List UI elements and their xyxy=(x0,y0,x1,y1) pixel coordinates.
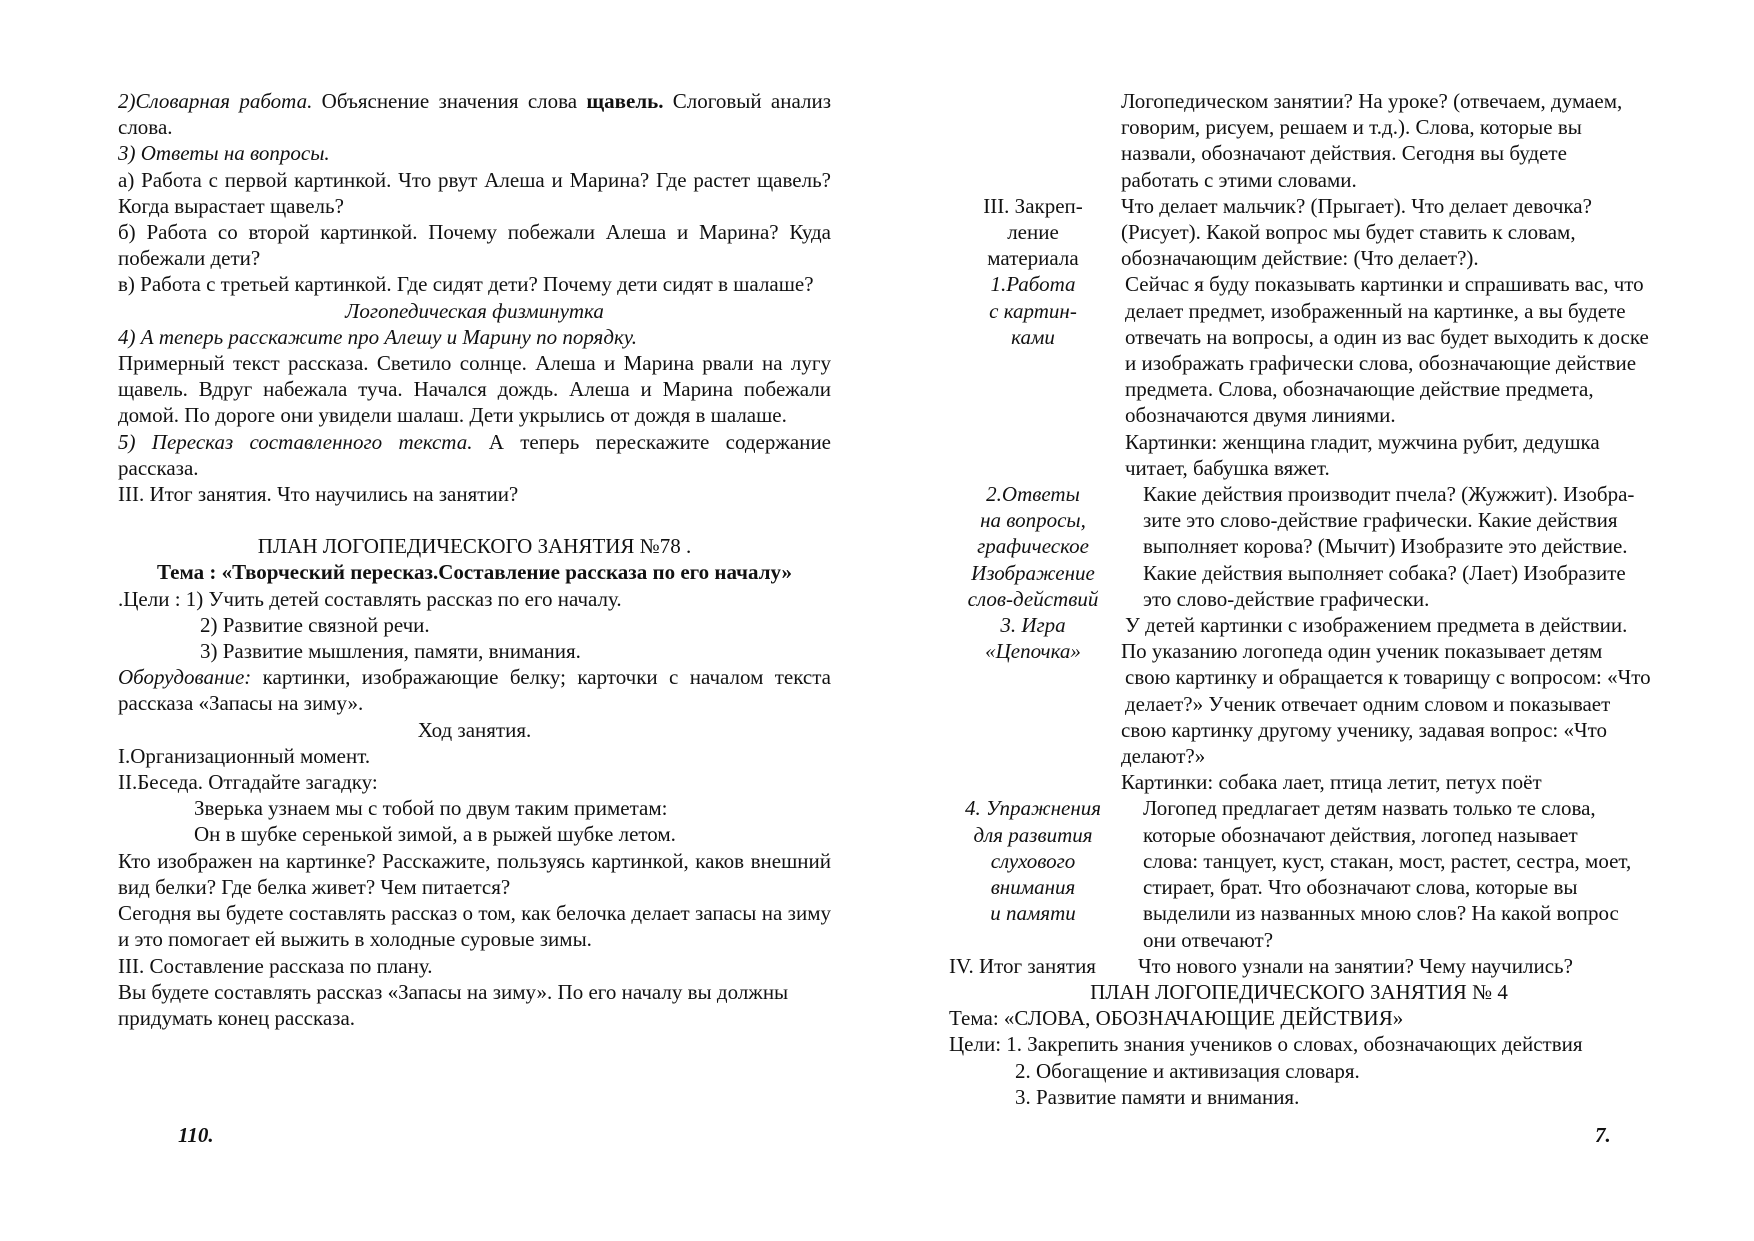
section-line: делает предмет, изображенный на картинке, а вы будете xyxy=(1125,298,1626,323)
section-label xyxy=(949,481,1117,612)
label-line: и памяти xyxy=(990,901,1076,926)
section-line: Какие действия производит пчела? (Жужжит). Изобра- xyxy=(1143,482,1635,507)
label-line: «Цепочка» xyxy=(985,639,1081,664)
left-column xyxy=(118,88,831,1031)
section-line: они отвечают? xyxy=(1143,927,1274,952)
section-text xyxy=(1121,612,1689,795)
section-label xyxy=(949,612,1117,664)
section-line: отвечать на вопросы, а один из вас будет выходить к доске xyxy=(1125,324,1649,349)
picture-two-paragraph: б) Работа со второй картинкой. Почему побежали Алеша и Марина? Куда побежали дети? xyxy=(118,220,831,271)
label-line: ление xyxy=(1007,220,1059,245)
questions-paragraph: Кто изображен на картинке? Расскажите, пользуясь картинкой, каков внешний вид белки? Где белка живет? Чем питается? xyxy=(118,848,831,899)
label-line: 4. Упражнения xyxy=(965,796,1101,821)
retell-text: А теперь перескажите содержание рассказа. xyxy=(118,429,831,480)
section-line: Картинки: собака лает, птица летит, петух поёт xyxy=(1121,770,1542,795)
retell-order-heading: 4) А теперь расскажите про Алешу и Марину по порядку. xyxy=(118,324,638,349)
section-text xyxy=(1121,271,1689,481)
section-label xyxy=(949,271,1117,350)
section-line: это слово-действие графически. xyxy=(1143,586,1430,611)
equipment-text: картинки, изображающие белку; карточки с началом текста рассказа «Запасы на зиму». xyxy=(118,665,831,716)
section-picture-work xyxy=(949,271,1689,481)
plan-4-goal-1: Цели: 1. Закрепить знания учеников о словах, обозначающих действия xyxy=(949,1032,1583,1057)
vocabulary-work-heading: 2)Словарная работа. xyxy=(118,89,313,113)
intro-line: назвали, обозначают действия. Сегодня вы будете xyxy=(1121,141,1567,166)
section-line: делает?» Ученик отвечает одним словом и показывает xyxy=(1125,691,1611,716)
section-line: Какие действия выполняет собака? (Лает) Изобразите xyxy=(1143,560,1626,585)
page-number-right: 7. xyxy=(1595,1123,1611,1147)
section-line: Что делает мальчик? (Прыгает). Что делает девочка? xyxy=(1121,193,1592,218)
section-chain-game xyxy=(949,612,1689,795)
section-line: обозначающим действие: (Что делает?). xyxy=(1121,246,1479,271)
keyword-schavel: щавель. xyxy=(586,89,664,113)
section-answers-graphic xyxy=(949,481,1689,612)
section-consolidation xyxy=(949,193,1689,272)
summary-line: IV. Итог занятия Что нового узнали на занятии? Чему научились? xyxy=(949,953,1573,978)
section-line: Картинки: женщина гладит, мужчина рубит, дедушка xyxy=(1125,429,1600,454)
section-line: По указанию логопеда один ученик показывает детям xyxy=(1121,639,1603,664)
label-line: 3. Игра xyxy=(1000,613,1066,638)
section-line: свою картинку другому ученику, задавая вопрос: «Что xyxy=(1121,717,1608,742)
section-line: выполняет корова? (Мычит) Изобразите это действие. xyxy=(1143,534,1628,559)
plan-4-goal-3: 3. Развитие памяти и внимания. xyxy=(1015,1084,1300,1109)
section-line: Логопед предлагает детям назвать только те слова, xyxy=(1143,796,1596,821)
intro-line: Логопедическом занятии? На уроке? (отвечаем, думаем, xyxy=(1121,89,1623,113)
org-moment-line: I.Организационный момент. xyxy=(118,743,371,768)
section-label xyxy=(949,795,1117,926)
section-text xyxy=(1121,193,1689,272)
intro-block xyxy=(949,88,1689,193)
plan-78-goal-2: 2) Развитие связной речи. xyxy=(200,612,430,637)
story-by-plan-heading: III. Составление рассказа по плану. xyxy=(118,953,433,978)
section-line: Сейчас я буду показывать картинки и спрашивать вас, что xyxy=(1125,272,1644,297)
talk-line: II.Беседа. Отгадайте загадку: xyxy=(118,770,378,795)
label-line: материала xyxy=(987,246,1079,271)
intro-line: говорим, рисуем, решаем и т.д.). Слова, которые вы xyxy=(1121,115,1582,140)
section-line: обозначаются двумя линиями. xyxy=(1125,403,1396,428)
retell-paragraph xyxy=(118,429,831,481)
section-line: выделили из названных мною слов? На какой вопрос xyxy=(1143,901,1619,926)
physical-break-heading: Логопедическая физминутка xyxy=(345,298,604,323)
retell-heading: 5) Пересказ составленного текста. xyxy=(118,429,473,454)
section-line: зите это слово-действие графически. Какие действия xyxy=(1143,508,1618,533)
label-line: внимания xyxy=(990,875,1076,900)
section-line: У детей картинки с изображением предмета в действии. xyxy=(1125,613,1628,638)
page-number-left: 110. xyxy=(178,1123,214,1147)
section-line: и изображать графически слова, обозначающие действие xyxy=(1125,351,1637,376)
section-line: читает, бабушка вяжет. xyxy=(1125,455,1330,480)
label-line: Изображение xyxy=(971,560,1095,585)
label-line: графическое xyxy=(977,534,1089,559)
label-line: для развития xyxy=(973,822,1093,847)
section-text xyxy=(1121,481,1689,612)
section-line: свою картинку и обращается к товарищу с вопросом: «Что xyxy=(1125,665,1651,690)
vocabulary-work-text: Объяснение значения слова xyxy=(312,89,587,113)
label-line: слов-действий xyxy=(967,586,1099,611)
vocabulary-work-paragraph xyxy=(118,88,831,140)
picture-one-paragraph: а) Работа с первой картинкой. Что рвут Алеша и Марина? Где растет щавель? Когда вырастает щавель? xyxy=(118,167,831,218)
riddle-line-2: Он в шубке серенькой зимой, а в рыжей шубке летом. xyxy=(194,822,676,847)
right-bottom-block xyxy=(949,953,1689,1110)
label-line: на вопросы, xyxy=(980,508,1086,533)
section-line: стирает, брат. Что обозначают слова, которые вы xyxy=(1143,875,1578,900)
plan-4-theme: Тема: «СЛОВА, ОБОЗНАЧАЮЩИЕ ДЕЙСТВИЯ» xyxy=(949,1006,1404,1031)
plan-78-title: ПЛАН ЛОГОПЕДИЧЕСКОГО ЗАНЯТИЯ №78 . xyxy=(257,534,692,559)
today-paragraph: Сегодня вы будете составлять рассказ о том, как белочка делает запасы на зиму и это помогает ей выжить в холодные суровые зимы. xyxy=(118,901,831,952)
intro-line: работать с этими словами. xyxy=(1121,167,1357,192)
equipment-label: Оборудование: xyxy=(118,665,252,690)
intro-text xyxy=(1121,88,1689,193)
vocabulary-work-text-end: Слоговый анализ слова. xyxy=(118,89,831,140)
section-line: которые обозначают действия, логопед называет xyxy=(1143,822,1578,847)
section-auditory-exercises xyxy=(949,795,1689,952)
label-line: с картин- xyxy=(989,298,1077,323)
story-by-plan-text: Вы будете составлять рассказ «Запасы на зиму». По его началу вы должны придумать конец рассказа. xyxy=(118,979,789,1030)
riddle-line-1: Зверька узнаем мы с тобой по двум таким приметам: xyxy=(194,796,668,821)
section-line: предмета. Слова, обозначающие действие предмета, xyxy=(1125,377,1594,402)
label-line: 1.Работа xyxy=(990,272,1076,297)
right-column xyxy=(949,88,1689,1110)
equipment-paragraph xyxy=(118,664,831,716)
plan-4-goal-2: 2. Обогащение и активизация словаря. xyxy=(1015,1058,1360,1083)
label-line: 2.Ответы xyxy=(986,482,1080,507)
label-line: ками xyxy=(1011,324,1055,349)
section-text xyxy=(1121,795,1689,952)
plan-78-goal-3: 3) Развитие мышления, памяти, внимания. xyxy=(200,639,581,664)
label-line: слухового xyxy=(990,848,1076,873)
lesson-summary-line: III. Итог занятия. Что научились на занятии? xyxy=(118,482,519,507)
plan-4-title: ПЛАН ЛОГОПЕДИЧЕСКОГО ЗАНЯТИЯ № 4 xyxy=(1090,979,1508,1004)
section-line: (Рисует). Какой вопрос мы будет ставить к словам, xyxy=(1121,220,1576,245)
lesson-course-heading: Ход занятия. xyxy=(417,717,532,742)
section-line: слова: танцует, куст, стакан, мост, растет, сестра, моет, xyxy=(1143,848,1632,873)
plan-78-theme: Тема : «Творческий пересказ.Составление рассказа по его началу» xyxy=(156,560,793,585)
answers-heading: 3) Ответы на вопросы. xyxy=(118,141,330,166)
spacer xyxy=(118,507,831,533)
section-label xyxy=(949,193,1117,272)
section-line: делают?» xyxy=(1121,744,1206,769)
sample-story-paragraph: Примерный текст рассказа. Светило солнце. Алеша и Марина рвали на лугу щавель. Вдруг набежала туча. Начался дождь. Алеша и Марина побежали домой. По дороге они увидели шалаш. Дети укрылись от дождя в шалаше. xyxy=(118,351,831,428)
picture-three-paragraph: в) Работа с третьей картинкой. Где сидят дети? Почему дети сидят в шалаше? xyxy=(118,272,814,297)
right-page xyxy=(877,0,1754,1241)
plan-78-goal-1: .Цели : 1) Учить детей составлять рассказ по его началу. xyxy=(118,586,622,611)
label-line: III. Закреп- xyxy=(983,193,1083,218)
